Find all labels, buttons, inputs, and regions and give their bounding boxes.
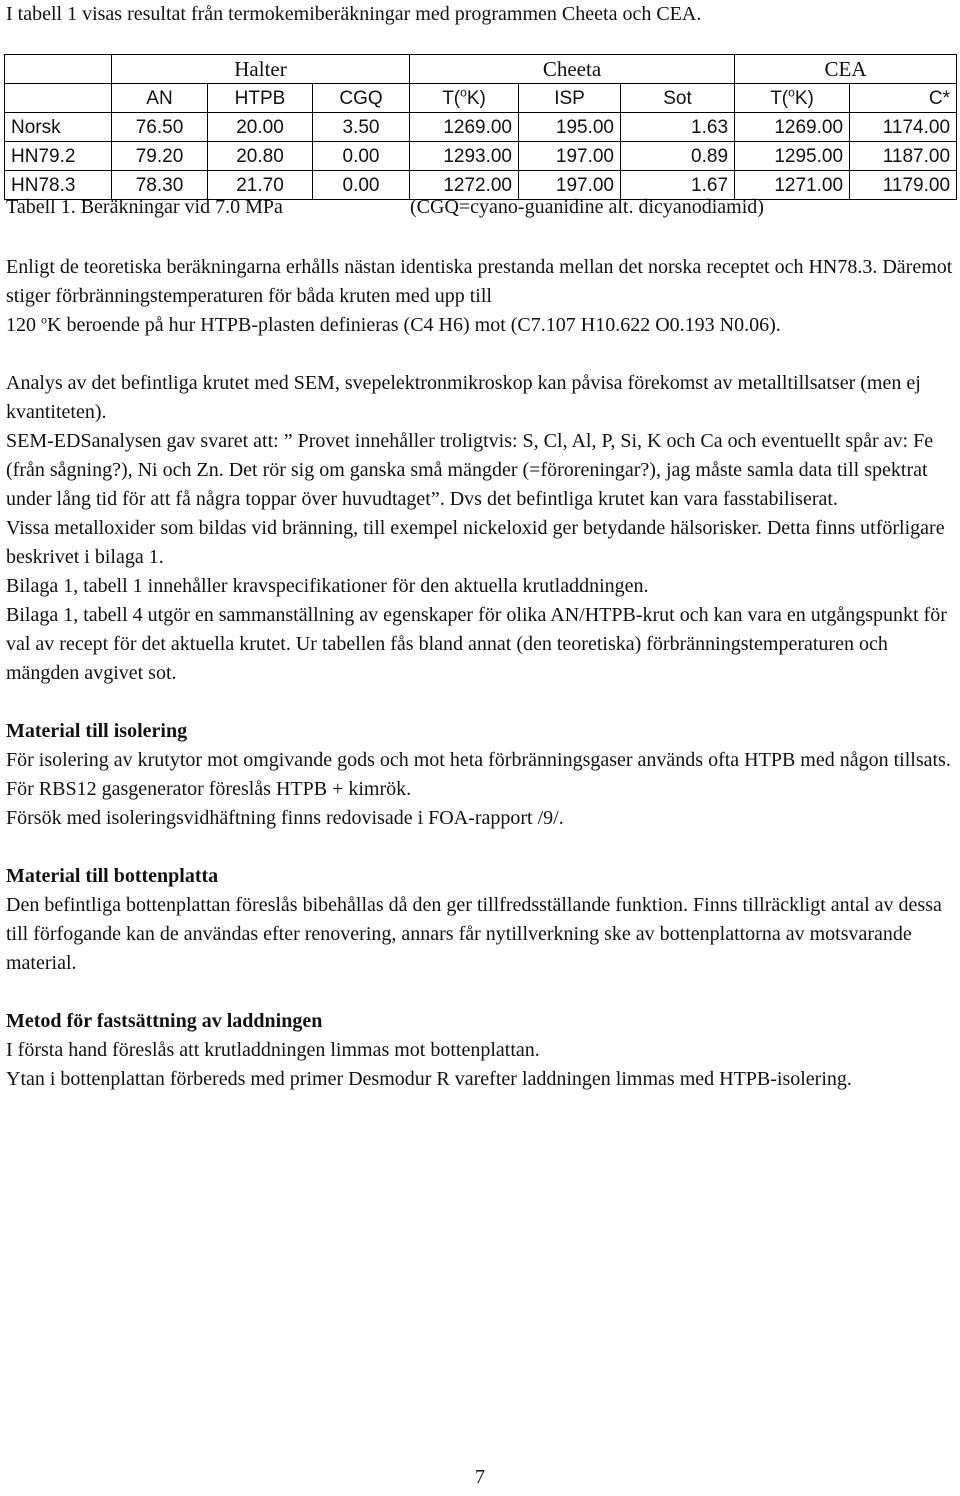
column-header-row [5, 84, 957, 113]
cell: 1295.00 [735, 142, 850, 171]
cell: 1187.00 [850, 142, 957, 171]
cell: 20.80 [208, 142, 313, 171]
paragraph: Enligt de teoretiska beräkningarna erhålls nästan identiska prestanda mellan det norska receptet och HN78.3. Däremot stiger förbränningstemperaturen för båda kruten med upp till [6, 256, 953, 307]
cell: 78.30 [112, 171, 208, 200]
cell: 1.67 [621, 171, 735, 200]
cell: 197.00 [519, 142, 621, 171]
paragraph: 120 $^o$K beroende på hur HTPB-plasten definieras (C4 H6) mot (C7.107 H10.622 O0.193 N0.06). [6, 312, 781, 336]
paragraph: För isolering av krutytor mot omgivande gods och mot heta förbränningsgaser används ofta HTPB med någon tillsats. För RBS12 gasgenerator föreslås HTPB + kimrök. [6, 749, 951, 800]
cell: 0.89 [621, 142, 735, 171]
group-header-halter: Halter [112, 55, 410, 84]
paragraph: Analys av det befintliga krutet med SEM, svepelektronmikroskop kan påvisa förekomst av metalltillsatser (men ej kvantiteten). [6, 372, 921, 423]
cell: 195.00 [519, 113, 621, 142]
row-name: HN78.3 [5, 171, 112, 200]
cell: 1293.00 [410, 142, 519, 171]
paragraph: SEM-EDSanalysen gav svaret att: ” Provet innehåller troligtvis: S, Cl, Al, P, Si, K och Ca och eventuellt spår av: Fe (från sågning?), Ni och Zn. Det rör sig om ganska små mängder (=föroreningar?), jag måste samla data till spektrat under lång tid för att få några toppar över huvudtaget”. Dvs det befintliga krutet kan vara fasstabiliserat. [6, 430, 934, 510]
section-heading-isolering: Material till isolering [6, 720, 188, 742]
section-heading-bottenplatta: Material till bottenplatta [6, 865, 219, 887]
paragraph: Bilaga 1, tabell 4 utgör en sammanställning av egenskaper för olika AN/HTPB-krut och kan vara en utgångspunkt för val av recept för det aktuella krutet. Ur tabellen fås bland annat (den teoretiska) förbränningstemperaturen och mängden avgivet sot. [6, 604, 947, 684]
intro-text: I tabell 1 visas resultat från termokemiberäkningar med programmen Cheeta och CEA. [6, 3, 702, 25]
cell: 1272.00 [410, 171, 519, 200]
page-number: 7 [475, 1466, 485, 1488]
paragraph: Vissa metalloxider som bildas vid bränning, till exempel nickeloxid ger betydande hälsorisker. Detta finns utförligare beskrivet i bilaga 1. [6, 517, 945, 568]
paragraph: Bilaga 1, tabell 1 innehåller kravspecifikationer för den aktuella krutladdningen. [6, 575, 649, 597]
col-header-sot: Sot [621, 84, 735, 113]
cell: 197.00 [519, 171, 621, 200]
cell: 1174.00 [850, 113, 957, 142]
section-heading-fastsattning: Metod för fastsättning av laddningen [6, 1010, 323, 1032]
cell: 0.00 [313, 171, 410, 200]
cell: 76.50 [112, 113, 208, 142]
col-header-cstar: C* [850, 84, 957, 113]
cell: 1179.00 [850, 171, 957, 200]
table-row [5, 113, 957, 142]
cell: 21.70 [208, 171, 313, 200]
table-row [5, 142, 957, 171]
cell: 1269.00 [410, 113, 519, 142]
col-header-htpb: HTPB [208, 84, 313, 113]
col-header-isp: ISP [519, 84, 621, 113]
cell: 1271.00 [735, 171, 850, 200]
paragraph: Ytan i bottenplattan förbereds med primer Desmodur R varefter laddningen limmas med HTPB-isolering. [6, 1068, 852, 1090]
col-header-an: AN [112, 84, 208, 113]
cell: 3.50 [313, 113, 410, 142]
paragraph: I första hand föreslås att krutladdningen limmas mot bottenplattan. [6, 1039, 540, 1061]
body-text [6, 253, 954, 1094]
group-header-cheeta: Cheeta [410, 55, 735, 84]
group-header-row [5, 55, 957, 84]
row-name: HN79.2 [5, 142, 112, 171]
paragraph: Den befintliga bottenplattan föreslås bibehållas då den ger tillfredsställande funktion. Finns tillräckligt antal av dessa till förfogande kan de användas efter renovering, annars får nytillverkning ske av bottenplattorna av motsvarande material. [6, 894, 942, 974]
table-caption-note: (CGQ=cyano-guanidine alt. dicyanodiamid) [410, 196, 764, 218]
cell: 1.63 [621, 113, 735, 142]
row-name: Norsk [5, 113, 112, 142]
group-header-cea: CEA [735, 55, 957, 84]
cell: 1269.00 [735, 113, 850, 142]
table-caption-label: Tabell 1. Beräkningar vid 7.0 MPa [6, 196, 283, 218]
col-header-t-cheeta: T($^o$K) [410, 84, 519, 113]
paragraph: Försök med isoleringsvidhäftning finns redovisade i FOA-rapport /9/. [6, 807, 564, 829]
table-caption [6, 193, 764, 221]
results-table [4, 54, 957, 200]
col-header-t-cea: T($^o$K) [735, 84, 850, 113]
cell: 79.20 [112, 142, 208, 171]
col-header-cgq: CGQ [313, 84, 410, 113]
cell: 0.00 [313, 142, 410, 171]
cell: 20.00 [208, 113, 313, 142]
